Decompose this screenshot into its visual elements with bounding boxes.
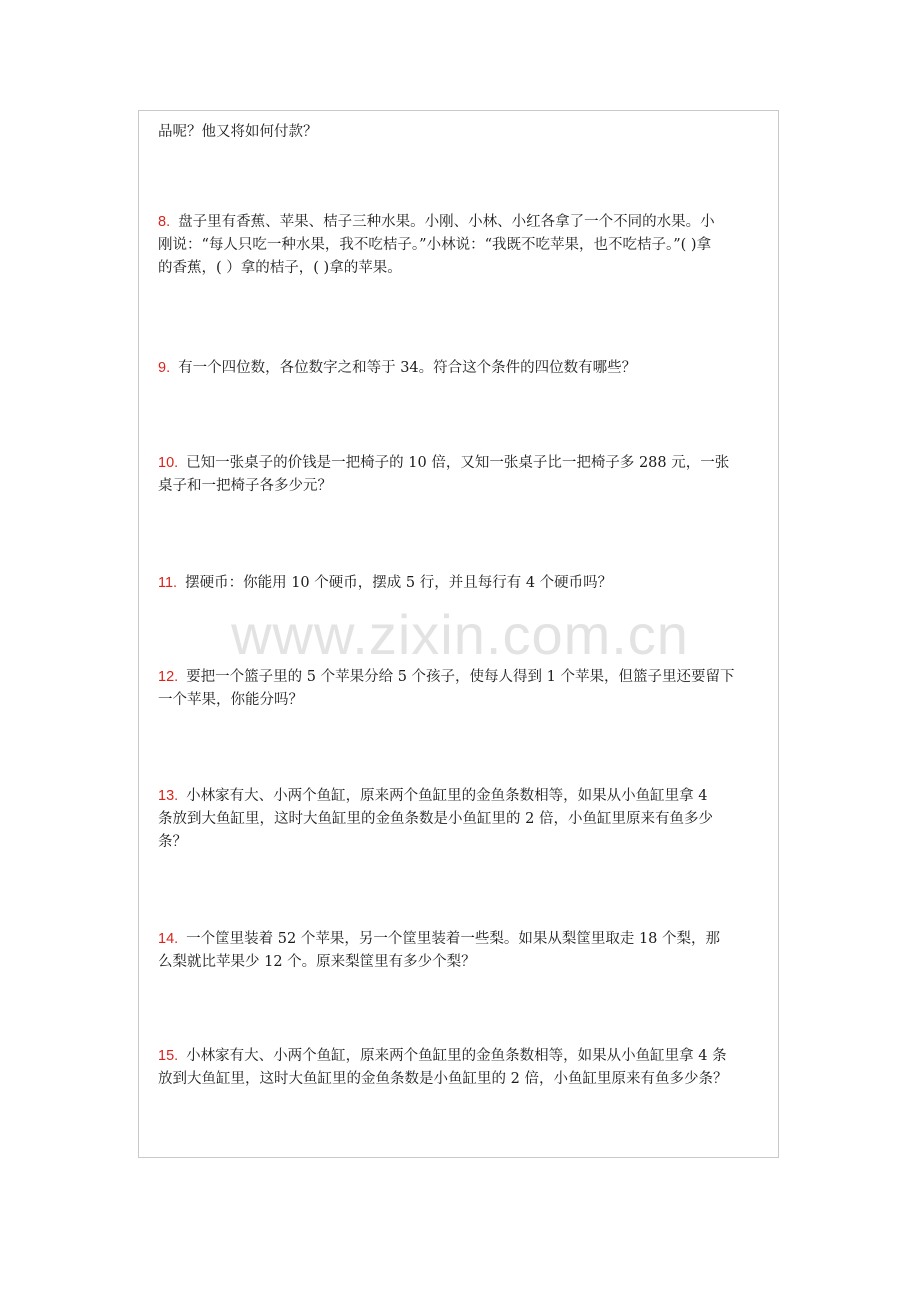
question-text-line: [158, 234, 779, 257]
question-text: 盘子里有香蕉、苹果、桔子三种水果。小刚、小林、小红各拿了一个不同的水果。小: [178, 214, 715, 230]
question-text: 品呢？他又将如何付款？: [158, 124, 318, 140]
question-number: 11.: [158, 575, 178, 591]
question-text: 么梨就比苹果少 12 个。原来梨筐里有多少个梨？: [158, 954, 476, 970]
question-text: 桌子和一把椅子各多少元？: [158, 478, 332, 494]
question-text: 条？: [158, 834, 187, 850]
question-text-line: [158, 357, 779, 380]
question-item: [158, 357, 779, 380]
question-text-line: [158, 666, 779, 689]
question-text: 的香蕉，( ）拿的桔子，( )拿的苹果。: [158, 260, 402, 276]
question-text-line: [158, 1068, 779, 1091]
question-text: 已知一张桌子的价钱是一把椅子的 10 倍，又知一张桌子比一把椅子多 288 元，一张: [186, 455, 730, 471]
question-text-line: [158, 475, 779, 498]
question-number: 9.: [158, 360, 171, 376]
question-item: [158, 211, 779, 280]
question-text-line: [158, 831, 779, 854]
question-text: 要把一个篮子里的 5 个苹果分给 5 个孩子，使每人得到 1 个苹果，但篮子里还要留下: [186, 669, 735, 685]
question-text-line: [158, 211, 779, 234]
question-number: 8.: [158, 214, 171, 230]
watermark: www.zixin.com.cn: [231, 603, 689, 666]
question-text: 小林家有大、小两个鱼缸，原来两个鱼缸里的金鱼条数相等，如果从小鱼缸里拿 4 条: [186, 1048, 727, 1064]
question-text: 一个筐里装着 52 个苹果，另一个筐里装着一些梨。如果从梨筐里取走 18 个梨，那: [186, 931, 721, 947]
question-number: 15.: [158, 1048, 179, 1064]
question-item: [158, 121, 779, 144]
question-text: 条放到大鱼缸里，这时大鱼缸里的金鱼条数是小鱼缸里的 2 倍，小鱼缸里原来有鱼多少: [158, 811, 713, 827]
question-item: [158, 572, 779, 595]
question-item: [158, 666, 779, 712]
question-number: 14.: [158, 931, 179, 947]
question-text-line: [158, 1045, 779, 1068]
question-text-line: [158, 689, 779, 712]
question-item: [158, 785, 779, 854]
document-page: [138, 110, 779, 1158]
question-item: [158, 452, 779, 498]
question-text-line: [158, 808, 779, 831]
question-text-line: [158, 928, 779, 951]
question-item: [158, 928, 779, 974]
question-text-line: [158, 785, 779, 808]
question-text: 一个苹果，你能分吗？: [158, 692, 303, 708]
question-text-line: [158, 452, 779, 475]
question-text: 小林家有大、小两个鱼缸，原来两个鱼缸里的金鱼条数相等，如果从小鱼缸里拿 4: [186, 788, 708, 804]
question-number: 13.: [158, 788, 179, 804]
question-number: 12.: [158, 669, 179, 685]
question-item: [158, 1045, 779, 1091]
question-text-line: [158, 572, 779, 595]
question-text-line: [158, 257, 779, 280]
question-text: 有一个四位数，各位数字之和等于 34。符合这个条件的四位数有哪些？: [178, 360, 637, 376]
question-text: 摆硬币：你能用 10 个硬币，摆成 5 行，并且每行有 4 个硬币吗？: [185, 575, 613, 591]
question-text: 刚说：“每人只吃一种水果，我不吃桔子。”小林说：“我既不吃苹果，也不吃桔子。”( )拿: [158, 237, 712, 253]
question-number: 10.: [158, 455, 179, 471]
question-text-line: [158, 951, 779, 974]
question-text: 放到大鱼缸里，这时大鱼缸里的金鱼条数是小鱼缸里的 2 倍，小鱼缸里原来有鱼多少条？: [158, 1071, 728, 1087]
question-text-line: [158, 121, 779, 144]
